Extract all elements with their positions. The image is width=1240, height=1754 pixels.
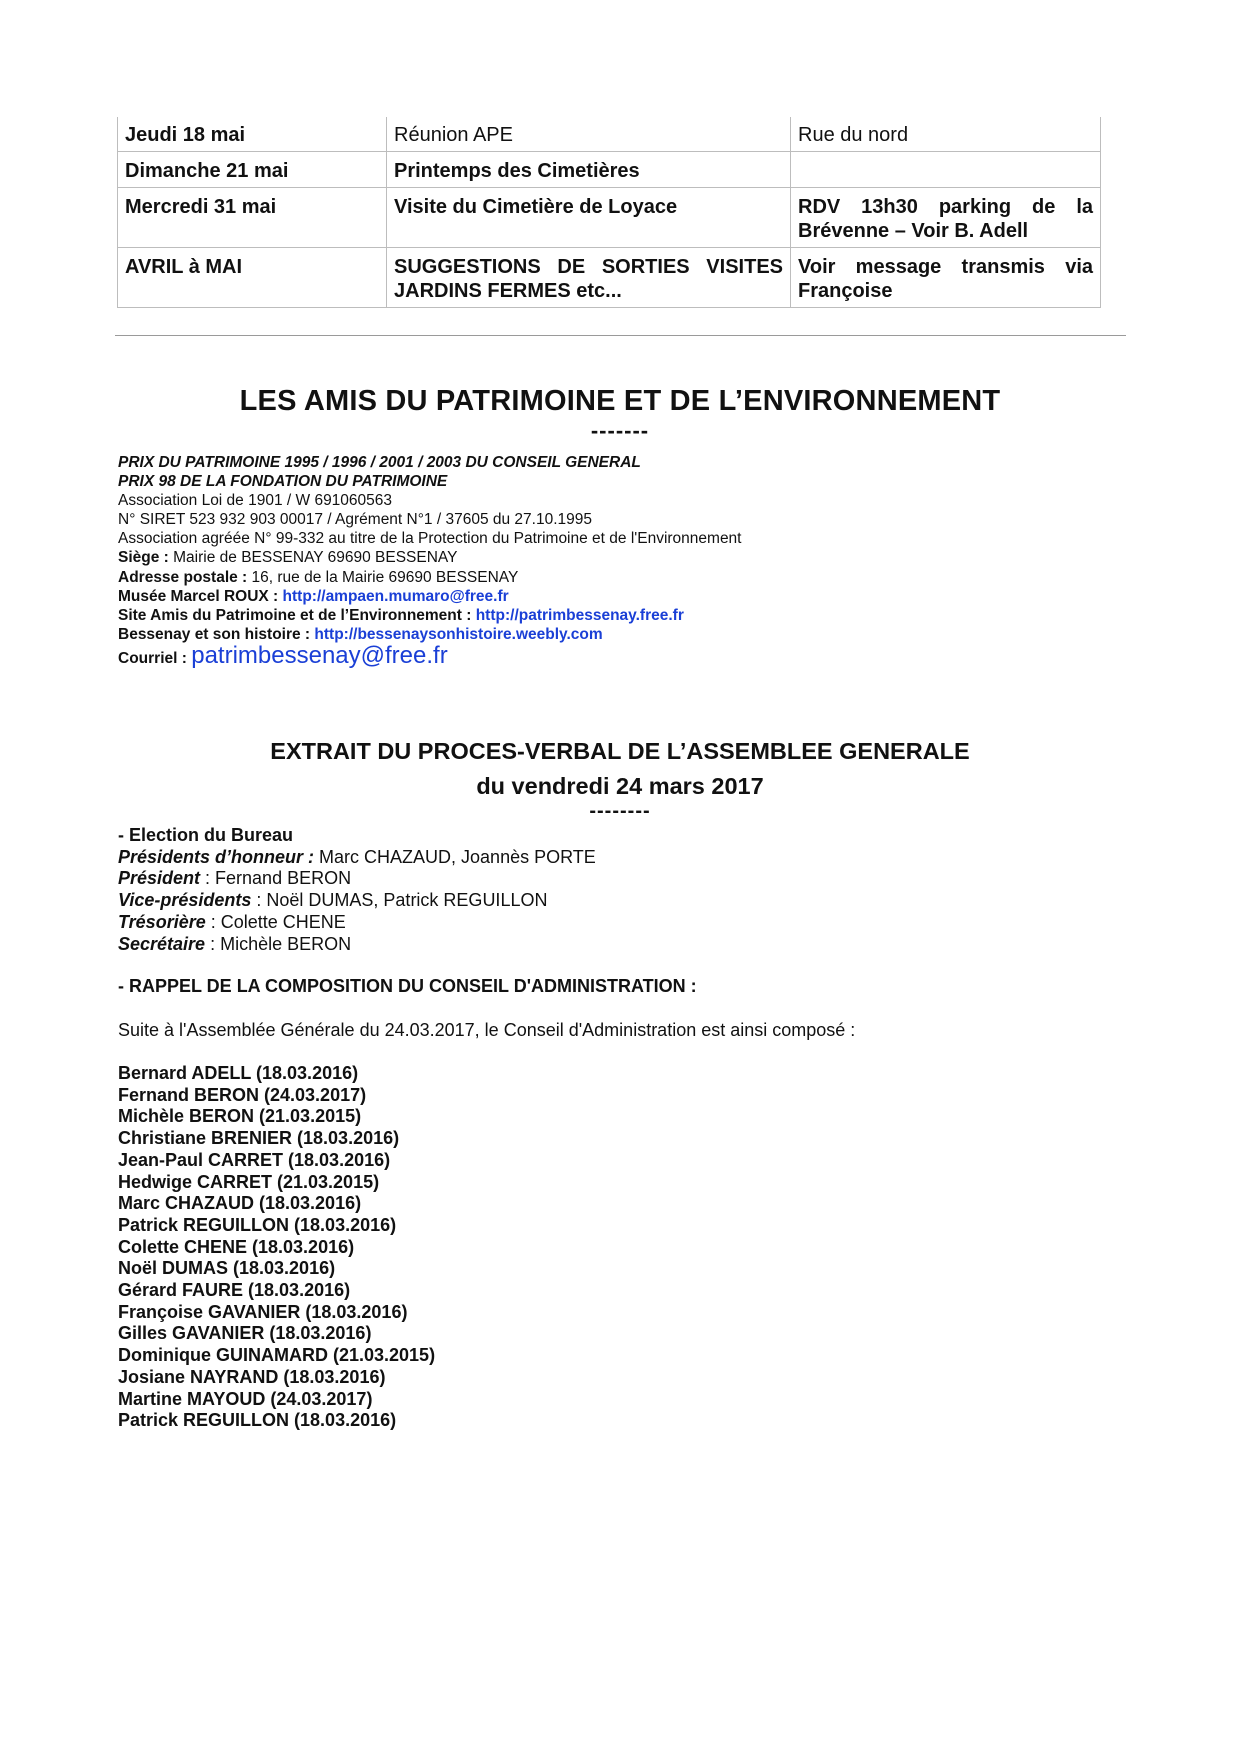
address-line: [118, 568, 1118, 587]
list-item: Michèle BERON (21.03.2015): [118, 1106, 362, 1127]
museum-line: [118, 587, 1118, 606]
event-place: Rue du nord: [791, 117, 1101, 152]
event-place: [791, 188, 1101, 248]
event-title: Printemps des Cimetières: [387, 152, 791, 188]
address-value: 16, rue de la Mairie 69690 BESSENAY: [247, 568, 519, 586]
pv-body: [118, 825, 1118, 1042]
event-place-line: Brévenne – Voir B. Adell: [798, 220, 1029, 242]
role-label: Président: [118, 868, 201, 889]
list-item: Fernand BERON (24.03.2017): [118, 1084, 367, 1105]
role-line: [118, 847, 1118, 869]
site-line: [118, 606, 1118, 625]
pv-title: EXTRAIT DU PROCES-VERBAL DE L’ASSEMBLEE GENERALE: [270, 738, 970, 764]
role-value: : Fernand BERON: [200, 868, 352, 889]
history-label: Bessenay et son histoire :: [118, 625, 311, 643]
address-label: Adresse postale :: [118, 568, 248, 586]
event-date: AVRIL à MAI: [118, 248, 387, 308]
site-label: Site Amis du Patrimoine et de l’Environnement :: [118, 606, 472, 624]
list-item: Dominique GUINAMARD (21.03.2015): [118, 1345, 436, 1366]
role-line: [118, 934, 1118, 956]
event-title-line: SUGGESTIONS DE SORTIES VISITES: [394, 256, 783, 278]
email-line: [118, 641, 1118, 669]
title-dashes: -------: [590, 418, 650, 443]
list-item: Gilles GAVANIER (18.03.2016): [118, 1323, 372, 1344]
role-label: Présidents d’honneur :: [118, 846, 315, 867]
event-title: [387, 248, 791, 308]
siege-label: Siège :: [118, 549, 169, 567]
list-item: Colette CHENE (18.03.2016): [118, 1236, 355, 1257]
event-place-line: Françoise: [798, 280, 893, 302]
role-value: : Noël DUMAS, Patrick REGUILLON: [251, 890, 548, 911]
event-place-line: Voir message transmis via: [798, 256, 1093, 278]
list-item: Martine MAYOUD (24.03.2017): [118, 1388, 373, 1409]
event-title-line: JARDINS FERMES etc...: [394, 280, 622, 302]
table-row: [118, 117, 1101, 152]
siege-value: Mairie de BESSENAY 69690 BESSENAY: [168, 549, 458, 567]
list-item: Marc CHAZAUD (18.03.2016): [118, 1193, 362, 1214]
event-title: Visite du Cimetière de Loyace: [387, 188, 791, 248]
approval-line: Association agréée N° 99-332 au titre de la Protection du Patrimoine et de l'Environnement: [118, 530, 742, 548]
event-date: Dimanche 21 mai: [118, 152, 387, 188]
table-row: [118, 152, 1101, 188]
role-line: [118, 890, 1118, 912]
list-item: Bernard ADELL (18.03.2016): [118, 1063, 359, 1083]
horizontal-divider: [115, 335, 1126, 336]
role-value: : Colette CHENE: [205, 911, 346, 932]
list-item: Noël DUMAS (18.03.2016): [118, 1258, 336, 1279]
email-label: Courriel :: [118, 649, 187, 667]
event-place: [791, 248, 1101, 308]
association-title: LES AMIS DU PATRIMOINE ET DE L’ENVIRONNEMENT: [239, 385, 1001, 417]
role-label: Trésorière: [118, 911, 206, 932]
event-place: [791, 152, 1101, 188]
list-item: Christiane BRENIER (18.03.2016): [118, 1128, 400, 1149]
events-table: [117, 117, 1101, 308]
pv-date: du vendredi 24 mars 2017: [476, 773, 764, 799]
list-item: Josiane NAYRAND (18.03.2016): [118, 1366, 386, 1387]
siret-line: N° SIRET 523 932 903 00017 / Agrément N°1 / 37605 du 27.10.1995: [118, 511, 593, 529]
list-item: Patrick REGUILLON (18.03.2016): [118, 1214, 397, 1235]
list-item: Patrick REGUILLON (18.03.2016): [118, 1410, 397, 1431]
role-label: Secrétaire: [118, 933, 206, 954]
association-info: [118, 453, 1118, 668]
site-link[interactable]: http://patrimbessenay.free.fr: [475, 606, 684, 624]
members-list: [118, 1063, 435, 1432]
role-line: [118, 912, 1118, 934]
event-place-line: RDV 13h30 parking de la: [798, 196, 1093, 218]
event-date: Mercredi 31 mai: [118, 188, 387, 248]
pv-dashes: --------: [589, 800, 651, 822]
table-row: [118, 188, 1101, 248]
history-link[interactable]: http://bessenaysonhistoire.weebly.com: [314, 625, 603, 643]
list-item: Gérard FAURE (18.03.2016): [118, 1280, 351, 1301]
role-label: Vice-présidents: [118, 890, 252, 911]
association-law-line: Association Loi de 1901 / W 691060563: [118, 492, 393, 510]
prize-line: PRIX 98 DE LA FONDATION DU PATRIMOINE: [118, 473, 448, 491]
event-title: Réunion APE: [387, 117, 791, 152]
email-link[interactable]: patrimbessenay@free.fr: [191, 641, 448, 669]
list-item: Jean-Paul CARRET (18.03.2016): [118, 1149, 391, 1170]
prize-line: PRIX DU PATRIMOINE 1995 / 1996 / 2001 / 2003 DU CONSEIL GENERAL: [118, 454, 641, 471]
role-value: Marc CHAZAUD, Joannès PORTE: [314, 846, 596, 867]
role-line: [118, 868, 1118, 890]
list-item: Françoise GAVANIER (18.03.2016): [118, 1301, 408, 1322]
table-row: [118, 248, 1101, 308]
election-heading: - Election du Bureau: [118, 825, 294, 845]
council-heading: - RAPPEL DE LA COMPOSITION DU CONSEIL D'ADMINISTRATION :: [118, 976, 697, 997]
list-item: Hedwige CARRET (21.03.2015): [118, 1171, 380, 1192]
siege-line: [118, 548, 1118, 567]
role-value: : Michèle BERON: [205, 933, 352, 954]
council-intro: Suite à l'Assemblée Générale du 24.03.2017, le Conseil d'Administration est ainsi composé :: [118, 1019, 856, 1040]
museum-link[interactable]: http://ampaen.mumaro@free.fr: [282, 587, 509, 605]
museum-label: Musée Marcel ROUX :: [118, 587, 279, 605]
event-date: Jeudi 18 mai: [118, 117, 387, 152]
